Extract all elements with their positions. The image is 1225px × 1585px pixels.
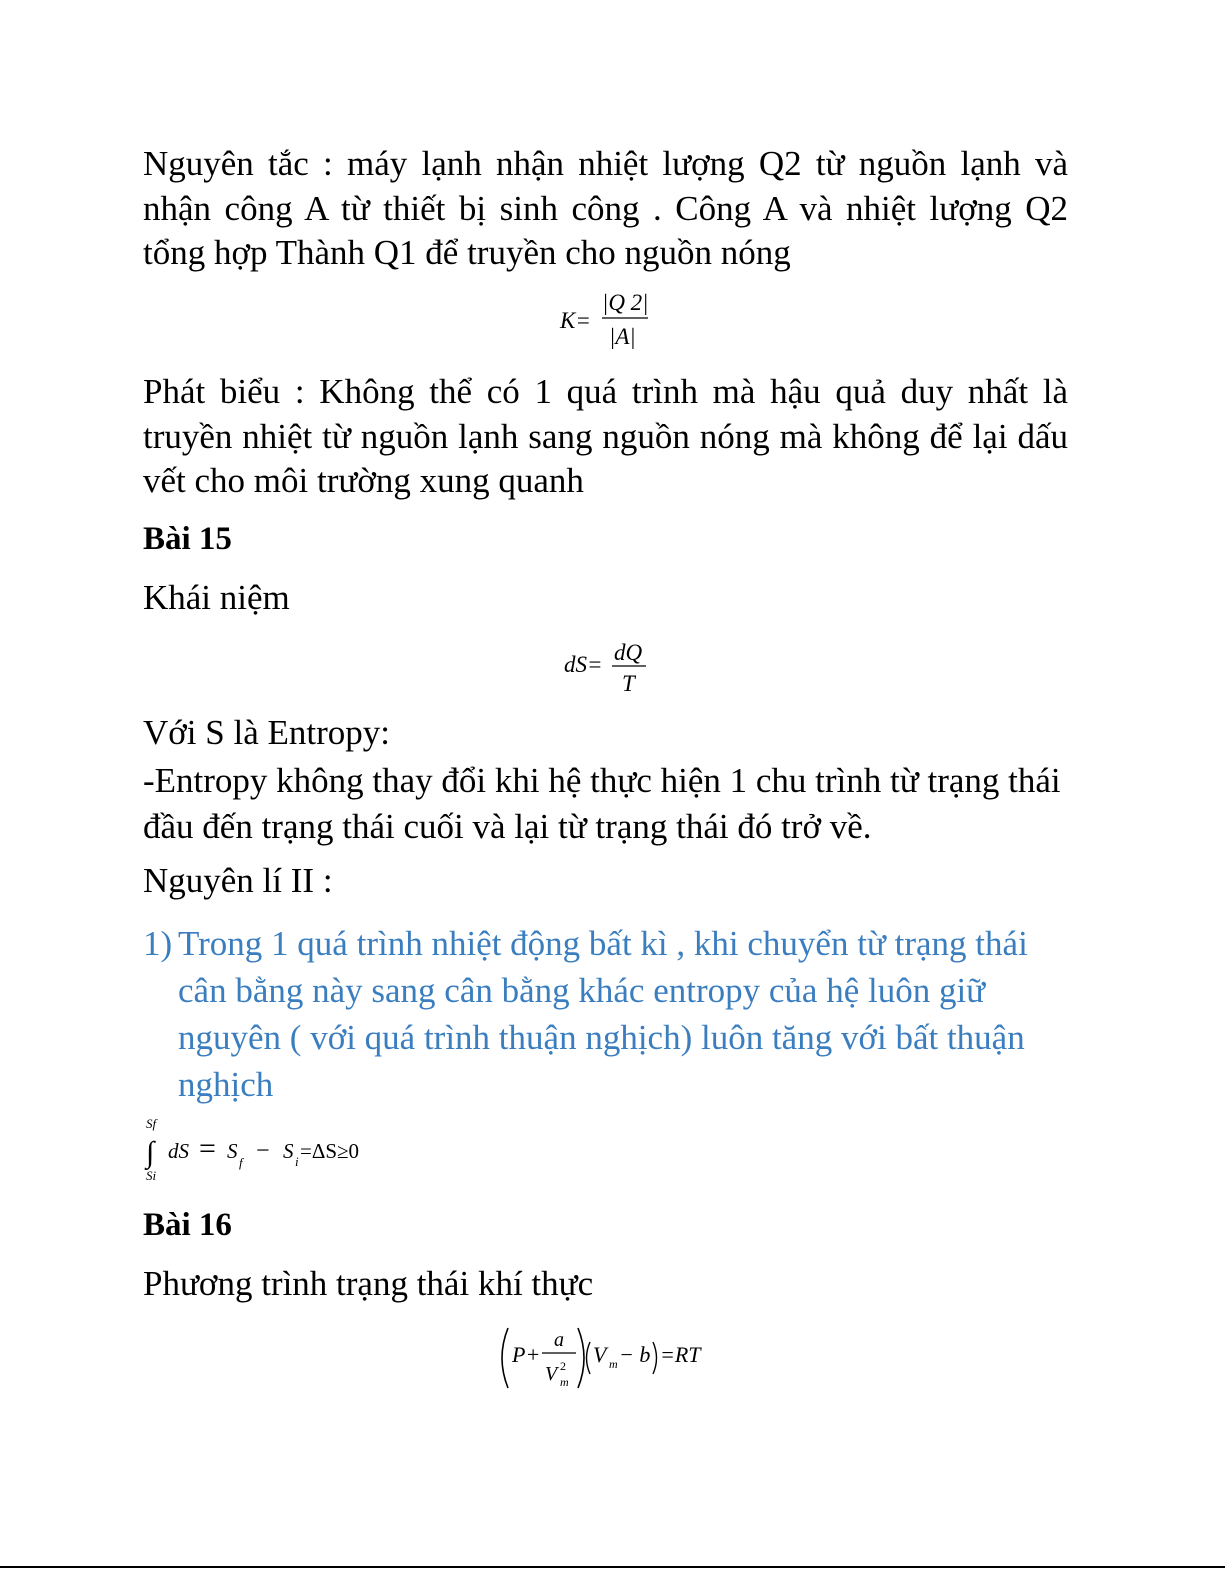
heading-bai-15: Bài 15: [143, 521, 232, 557]
formula-k-denominator: |A|: [609, 324, 636, 349]
formula-k-numerator: |Q 2|: [602, 290, 649, 315]
gas-right-paren-1: [578, 1328, 584, 1388]
integral-si-sub: i: [295, 1154, 299, 1169]
integral-si: S: [283, 1139, 294, 1163]
statement-paragraph: Phát biểu : Không thể có 1 quá trình mà hậu quả duy nhất là truyền nhiệt từ nguồn lạnh sang nguồn nóng mà không để lại dấu vết cho môi trường xung quanh: [143, 372, 1068, 500]
concept-label: Khái niệm: [143, 578, 290, 617]
formula-k-lhs: K=: [560, 308, 591, 333]
integral-lower-limit: Si: [146, 1168, 157, 1183]
gas-minus-b: − b: [619, 1342, 651, 1367]
integral-minus: −: [256, 1138, 270, 1164]
entropy-note: -Entropy không thay đổi khi hệ thực hiện 1 chu trình từ trạng thái đầu đến trạng thái cuối và lại từ trạng thái đó trở về.: [143, 761, 1061, 846]
second-law-list: [143, 920, 1068, 1108]
integral-upper-limit: Sf: [146, 1116, 157, 1131]
integral-sf: S: [227, 1139, 238, 1163]
formula-ds-numerator: dQ: [614, 640, 643, 665]
gas-v: V: [545, 1363, 558, 1385]
gas-p: P+: [512, 1342, 541, 1367]
second-law-label: Nguyên lí II :: [143, 861, 333, 900]
list-item-number: 1): [143, 924, 173, 963]
integral-rest: =ΔS≥0: [300, 1139, 360, 1163]
gas-left-paren-1: [502, 1328, 508, 1388]
heading-bai-16: Bài 16: [143, 1207, 232, 1243]
gas-v-sub: m: [560, 1375, 569, 1389]
gas-v-sup: 2: [560, 1359, 566, 1373]
gas-vm-sub: m: [609, 1357, 618, 1371]
real-gas-label: Phương trình trạng thái khí thực: [143, 1264, 594, 1303]
formula-integral: [143, 1114, 403, 1190]
formula-k: [556, 284, 666, 356]
formula-ds: [562, 636, 662, 700]
principle-paragraph: Nguyên tắc : máy lạnh nhận nhiệt lượng Q2 từ nguồn lạnh và nhận công A từ thiết bị sinh công . Công A và nhiệt lượng Q2 tổng hợp Thành Q1 để truyền cho nguồn nóng: [143, 144, 1068, 272]
formula-real-gas: [496, 1322, 716, 1398]
integral-sign: ∫: [146, 1136, 155, 1169]
page-bottom-rule: [0, 1566, 1225, 1568]
formula-ds-lhs: dS=: [564, 652, 603, 677]
entropy-definition: Với S là Entropy:: [143, 713, 390, 752]
gas-left-paren-2: [587, 1342, 591, 1374]
gas-vm: V: [593, 1342, 607, 1367]
list-item-text: Trong 1 quá trình nhiệt động bất kì , khi chuyển từ trạng thái cân bằng này sang cân bằng khác entropy của hệ luôn giữ nguyên ( với quá trình thuận nghịch) luôn tăng với bất thuận nghịch: [178, 924, 1028, 1104]
gas-right-paren-2: [653, 1342, 657, 1374]
integral-equals: =: [199, 1132, 216, 1165]
integral-sf-sub: f: [239, 1155, 243, 1170]
integral-integrand: dS: [168, 1139, 189, 1163]
gas-rhs: =RT: [660, 1342, 701, 1367]
gas-a: a: [554, 1329, 564, 1351]
formula-ds-denominator: T: [622, 671, 635, 696]
